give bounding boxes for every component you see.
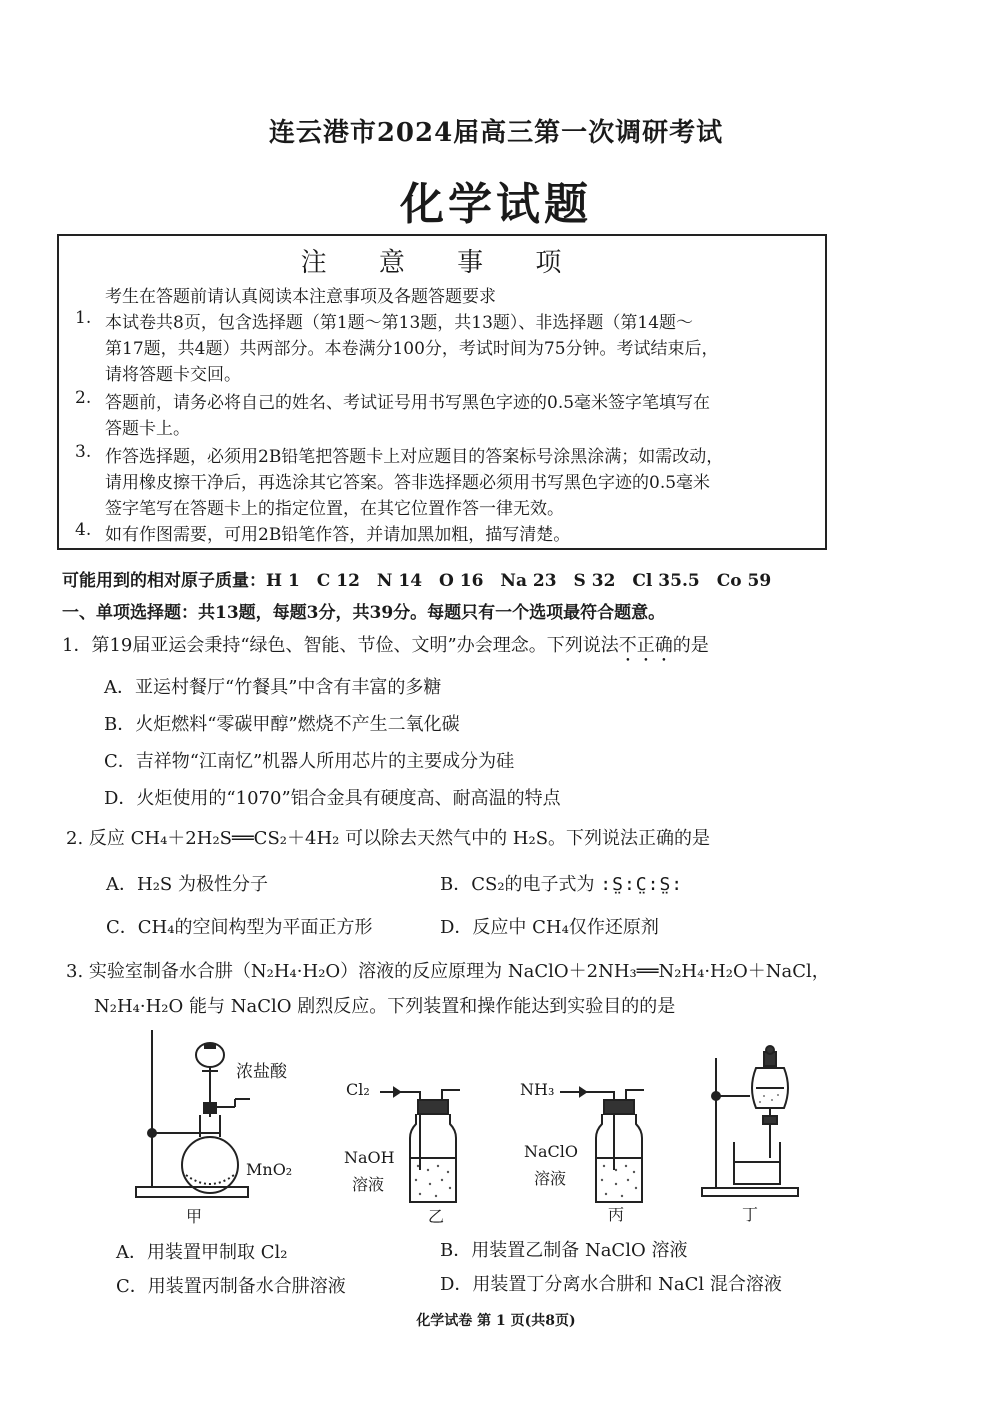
notice-line: 作答选择题，必须用2B铅笔把答题卡上对应题目的答案标号涂黑涂满；如需改动， [105,447,724,467]
notice-line: 请用橡皮擦干净后，再选涂其它答案。答非选择题必须用书写黑色字迹的0.5毫米 [105,473,711,493]
q3-option-b: B．用装置乙制备 NaClO 溶液 [440,1240,688,1261]
apparatus-ding [700,1038,810,1203]
notice-heading: 注 意 事 项 [300,248,584,278]
q2-option-d: D．反应中 CH₄仅作还原剂 [440,917,659,938]
q2-stem: 2. 反应 CH₄＋2H₂S══CS₂＋4H₂ 可以除去天然气中的 H₂S。下列说法正确的是 [66,828,711,849]
notice-item-number: 3. [75,442,92,462]
notice-intro: 考生在答题前请认真阅读本注意事项及各题答题要求 [105,287,496,307]
page-footer: 化学试卷 第 1 页(共8页) [416,1313,576,1329]
caption-jia: 甲 [186,1207,203,1226]
notice-line: 本试卷共8页，包含选择题（第1题～第13题，共13题）、非选择题（第14题～ [105,313,694,333]
q3-option-d: D．用装置丁分离水合肼和 NaCl 混合溶液 [440,1274,782,1295]
notice-box [57,234,827,550]
q1-option-a: A．亚运村餐厅“竹餐具”中含有丰富的多糖 [104,677,442,698]
q3-stem-line1: 3. 实验室制备水合肼（N₂H₄·H₂O）溶液的反应原理为 NaClO＋2NH₃══N₂H₄·H₂O＋NaCl， [66,961,830,982]
exam-title: 连云港市2024届高三第一次调研考试 [268,118,724,148]
label-mno2: MnO₂ [246,1160,293,1179]
notice-item-number: 1. [75,308,92,328]
notice-line: 签字笔写在答题卡上的指定位置，在其它位置作答一律无效。 [105,499,564,519]
caption-bing: 丙 [608,1205,625,1224]
q1-option-c: C．吉祥物“江南忆”机器人所用芯片的主要成分为硅 [104,751,515,772]
q3-option-a: A．用装置甲制取 Cl₂ [116,1242,288,1263]
label-nh3: NH₃ [520,1080,555,1099]
section-heading: 一、单项选择题：共13题，每题3分，共39分。每题只有一个选项最符合题意。 [62,603,666,623]
apparatus-yi [380,1080,490,1210]
q1-option-b: B．火炬燃料“零碳甲醇”燃烧不产生二氧化碳 [104,714,460,735]
q3-option-c: C．用装置丙制备水合肼溶液 [116,1276,346,1297]
q2-option-b: B．CS₂的电子式为 :S̤:C̤:S̤: [440,874,684,895]
notice-line: 答题卡上。 [105,419,190,439]
label-hcl: 浓盐酸 [236,1062,287,1082]
atomic-masses: 可能用到的相对原子质量：H 1 C 12 N 14 O 16 Na 23 S 32 Cl 35.5 Co 59 [62,571,772,591]
label-solution-1: 溶液 [352,1175,385,1194]
label-naoh: NaOH [344,1148,395,1167]
q1-option-d: D．火炬使用的“1070”铝合金具有硬度高、耐高温的特点 [104,788,561,809]
label-solution-2: 溶液 [534,1169,567,1188]
q1-stem: 1．第19届亚运会秉持“绿色、智能、节俭、文明”办会理念。下列说法不正确的是 [62,635,709,656]
notice-item-number: 4. [75,520,92,540]
notice-line: 请将答题卡交回。 [105,365,241,385]
subject-title: 化学试题 [400,179,592,230]
notice-line: 第17题，共4题）共两部分。本卷满分100分，考试时间为75分钟。考试结束后， [105,339,719,359]
q2-option-c: C．CH₄的空间构型为平面正方形 [106,917,373,938]
caption-yi: 乙 [428,1207,445,1226]
caption-ding: 丁 [742,1205,759,1224]
label-cl2: Cl₂ [346,1080,370,1099]
notice-item-number: 2. [75,388,92,408]
q2-option-a: A．H₂S 为极性分子 [106,874,268,895]
q3-stem-line2: N₂H₄·H₂O 能与 NaClO 剧烈反应。下列装置和操作能达到实验目的的是 [94,996,676,1017]
label-naclo: NaClO [524,1142,579,1161]
electron-formula: :S̤:C̤:S̤: [600,874,684,895]
notice-line: 答题前，请务必将自己的姓名、考试证号用书写黑色字迹的0.5毫米签字笔填写在 [105,393,711,413]
notice-line: 如有作图需要，可用2B铅笔作答，并请加黑加粗，描写清楚。 [105,525,571,545]
